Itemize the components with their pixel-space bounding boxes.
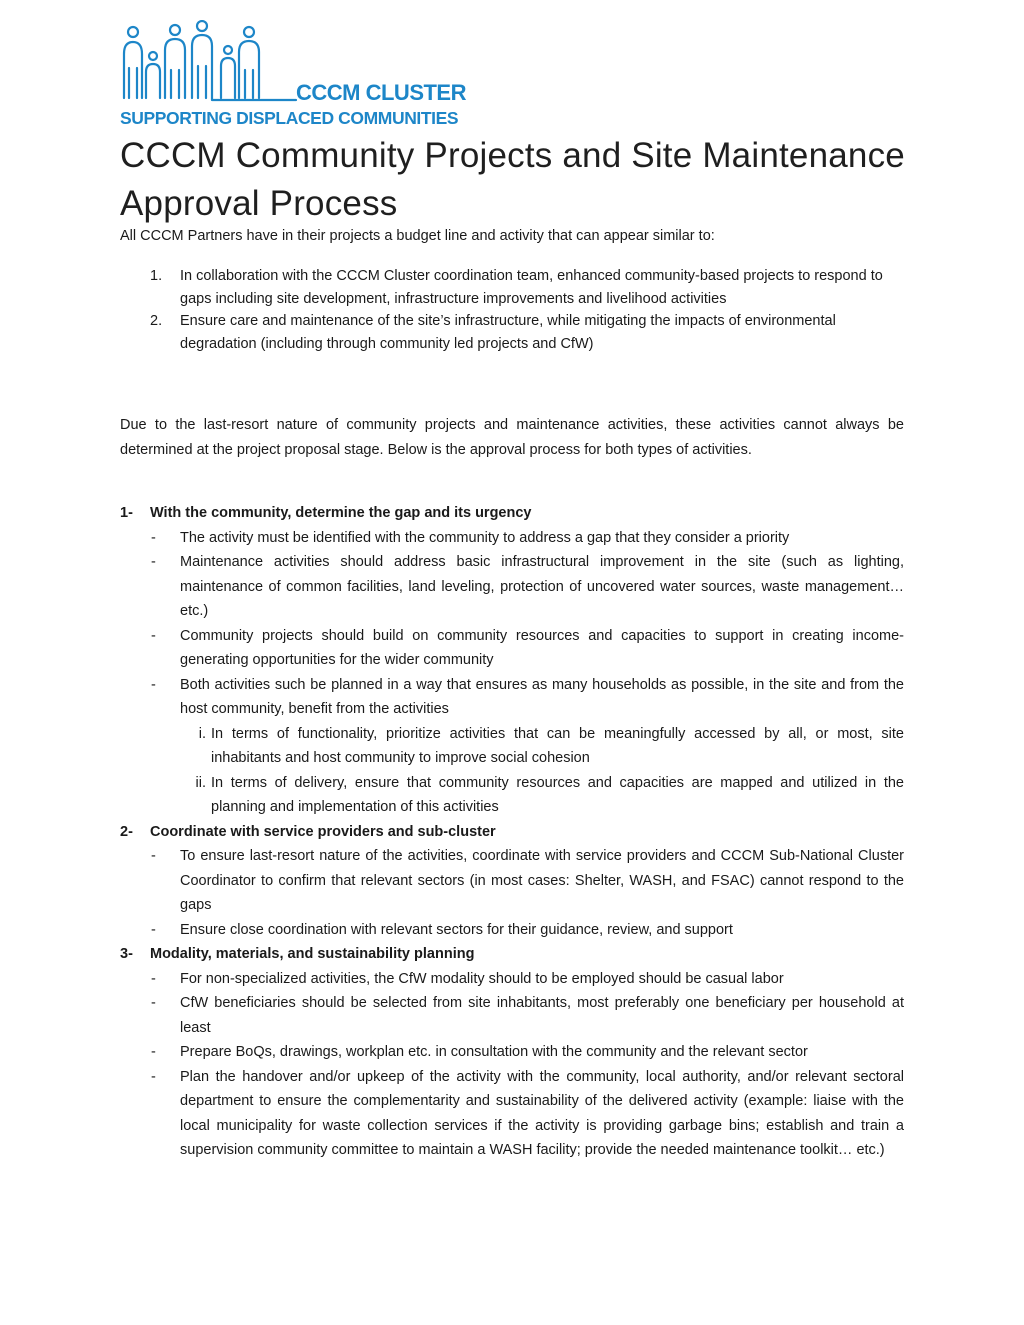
numbered-list-item xyxy=(120,310,905,355)
bullet-item xyxy=(120,967,904,992)
step-title: With the community, determine the gap and its urgency xyxy=(150,505,532,521)
step-heading xyxy=(120,820,904,845)
bullet-item xyxy=(120,991,904,1040)
list-number: 1. xyxy=(150,268,163,284)
roman-numeral: ii. xyxy=(195,774,206,791)
bullet-text: For non-specialized activities, the CfW modality should to be employed should be casual labor xyxy=(180,970,784,987)
sub-item xyxy=(120,771,904,820)
list-item-text: Ensure care and maintenance of the site’s infrastructure, while mitigating the impacts of environmental degradation (including through community led projects and CfW) xyxy=(180,313,836,352)
step-title: Coordinate with service providers and sub-cluster xyxy=(150,823,496,840)
cccm-cluster-logo xyxy=(118,20,466,130)
dash-bullet: - xyxy=(151,676,156,693)
numbered-list-item xyxy=(120,265,905,310)
sub-item-text: In terms of delivery, ensure that community resources and capacities are mapped and utilized in the planning and implementation of this activities xyxy=(211,774,904,815)
dash-bullet: - xyxy=(151,1068,156,1085)
dash-bullet: - xyxy=(151,1044,156,1060)
dash-bullet: - xyxy=(151,970,156,987)
roman-numeral: i. xyxy=(198,725,206,742)
bullet-text: The activity must be identified with the community to address a gap that they consider a priority xyxy=(180,529,790,546)
bullet-text: Prepare BoQs, drawings, workplan etc. in consultation with the community and the relevant sector xyxy=(180,1044,808,1060)
body-paragraph: Due to the last-resort nature of community projects and maintenance activities, these activities cannot always be determined at the project proposal stage. Below is the approval process for both types of activities. xyxy=(120,417,904,458)
bullet-item xyxy=(120,1040,904,1065)
bullet-text: Both activities such be planned in a way that ensures as many households as possible, in the site and from the host community, benefit from the activities xyxy=(180,676,904,717)
displaced-people-figures-icon xyxy=(118,20,298,108)
numbered-list xyxy=(120,265,905,355)
sub-item xyxy=(120,722,904,771)
step-number: 1- xyxy=(120,505,133,521)
bullet-text: CfW beneficiaries should be selected from site inhabitants, most preferably one beneficiary per household at least xyxy=(180,995,904,1036)
approval-steps xyxy=(120,501,904,1163)
document-title: CCCM Community Projects and Site Maintenance Approval Process xyxy=(120,136,905,223)
logo-cluster-name: CCCM CLUSTER xyxy=(296,80,466,105)
list-number: 2. xyxy=(150,313,163,329)
logo-tagline: SUPPORTING DISPLACED COMMUNITIES xyxy=(120,108,459,128)
dash-bullet: - xyxy=(151,995,156,1011)
bullet-item xyxy=(120,918,904,943)
bullet-text: Ensure close coordination with relevant sectors for their guidance, review, and support xyxy=(180,921,733,938)
bullet-item xyxy=(120,550,904,624)
dash-bullet: - xyxy=(151,848,156,864)
step-title: Modality, materials, and sustainability planning xyxy=(150,946,475,962)
dash-bullet: - xyxy=(151,627,156,644)
intro-text: All CCCM Partners have in their projects a budget line and activity that can appear similar to: xyxy=(120,228,715,244)
dash-bullet: - xyxy=(151,921,156,938)
step-heading xyxy=(120,942,904,967)
step-number: 2- xyxy=(120,823,133,840)
list-item-text: In collaboration with the CCCM Cluster coordination team, enhanced community-based projects to respond to gaps including site development, infrastructure improvements and livelihood activities xyxy=(180,268,883,307)
bullet-item xyxy=(120,844,904,918)
bullet-item xyxy=(120,624,904,673)
bullet-item xyxy=(120,526,904,551)
bullet-item xyxy=(120,1065,904,1163)
step-number: 3- xyxy=(120,946,133,962)
dash-bullet: - xyxy=(151,554,156,570)
dash-bullet: - xyxy=(151,529,156,546)
step-heading xyxy=(120,501,904,526)
sub-item-text: In terms of functionality, prioritize activities that can be meaningfully accessed by all, or most, site inhabitants and host community to improve social cohesion xyxy=(211,725,904,766)
bullet-text: Maintenance activities should address basic infrastructural improvement in the site (such as lighting, maintenance of common facilities, land leveling, protection of uncovered water sources, waste management… etc.) xyxy=(180,554,904,619)
bullet-text: To ensure last-resort nature of the activities, coordinate with service providers and CCCM Sub-National Cluster Coordinator to confirm that relevant sectors (in most cases: Shelter, WASH, and FSAC) cannot respond to the gaps xyxy=(180,848,904,913)
bullet-text: Community projects should build on community resources and capacities to support in creating income-generating opportunities for the wider community xyxy=(180,627,904,668)
bullet-item xyxy=(120,673,904,722)
bullet-text: Plan the handover and/or upkeep of the activity with the community, local authority, and/or relevant sectoral department to ensure the complementarity and sustainability of the delivered activity (example: liaise with the local municipality for waste collection services if the activity is providing garbage bins; establish and train a supervision community committee to maintain a WASH facility; provide the needed maintenance toolkit… etc.) xyxy=(180,1068,904,1158)
